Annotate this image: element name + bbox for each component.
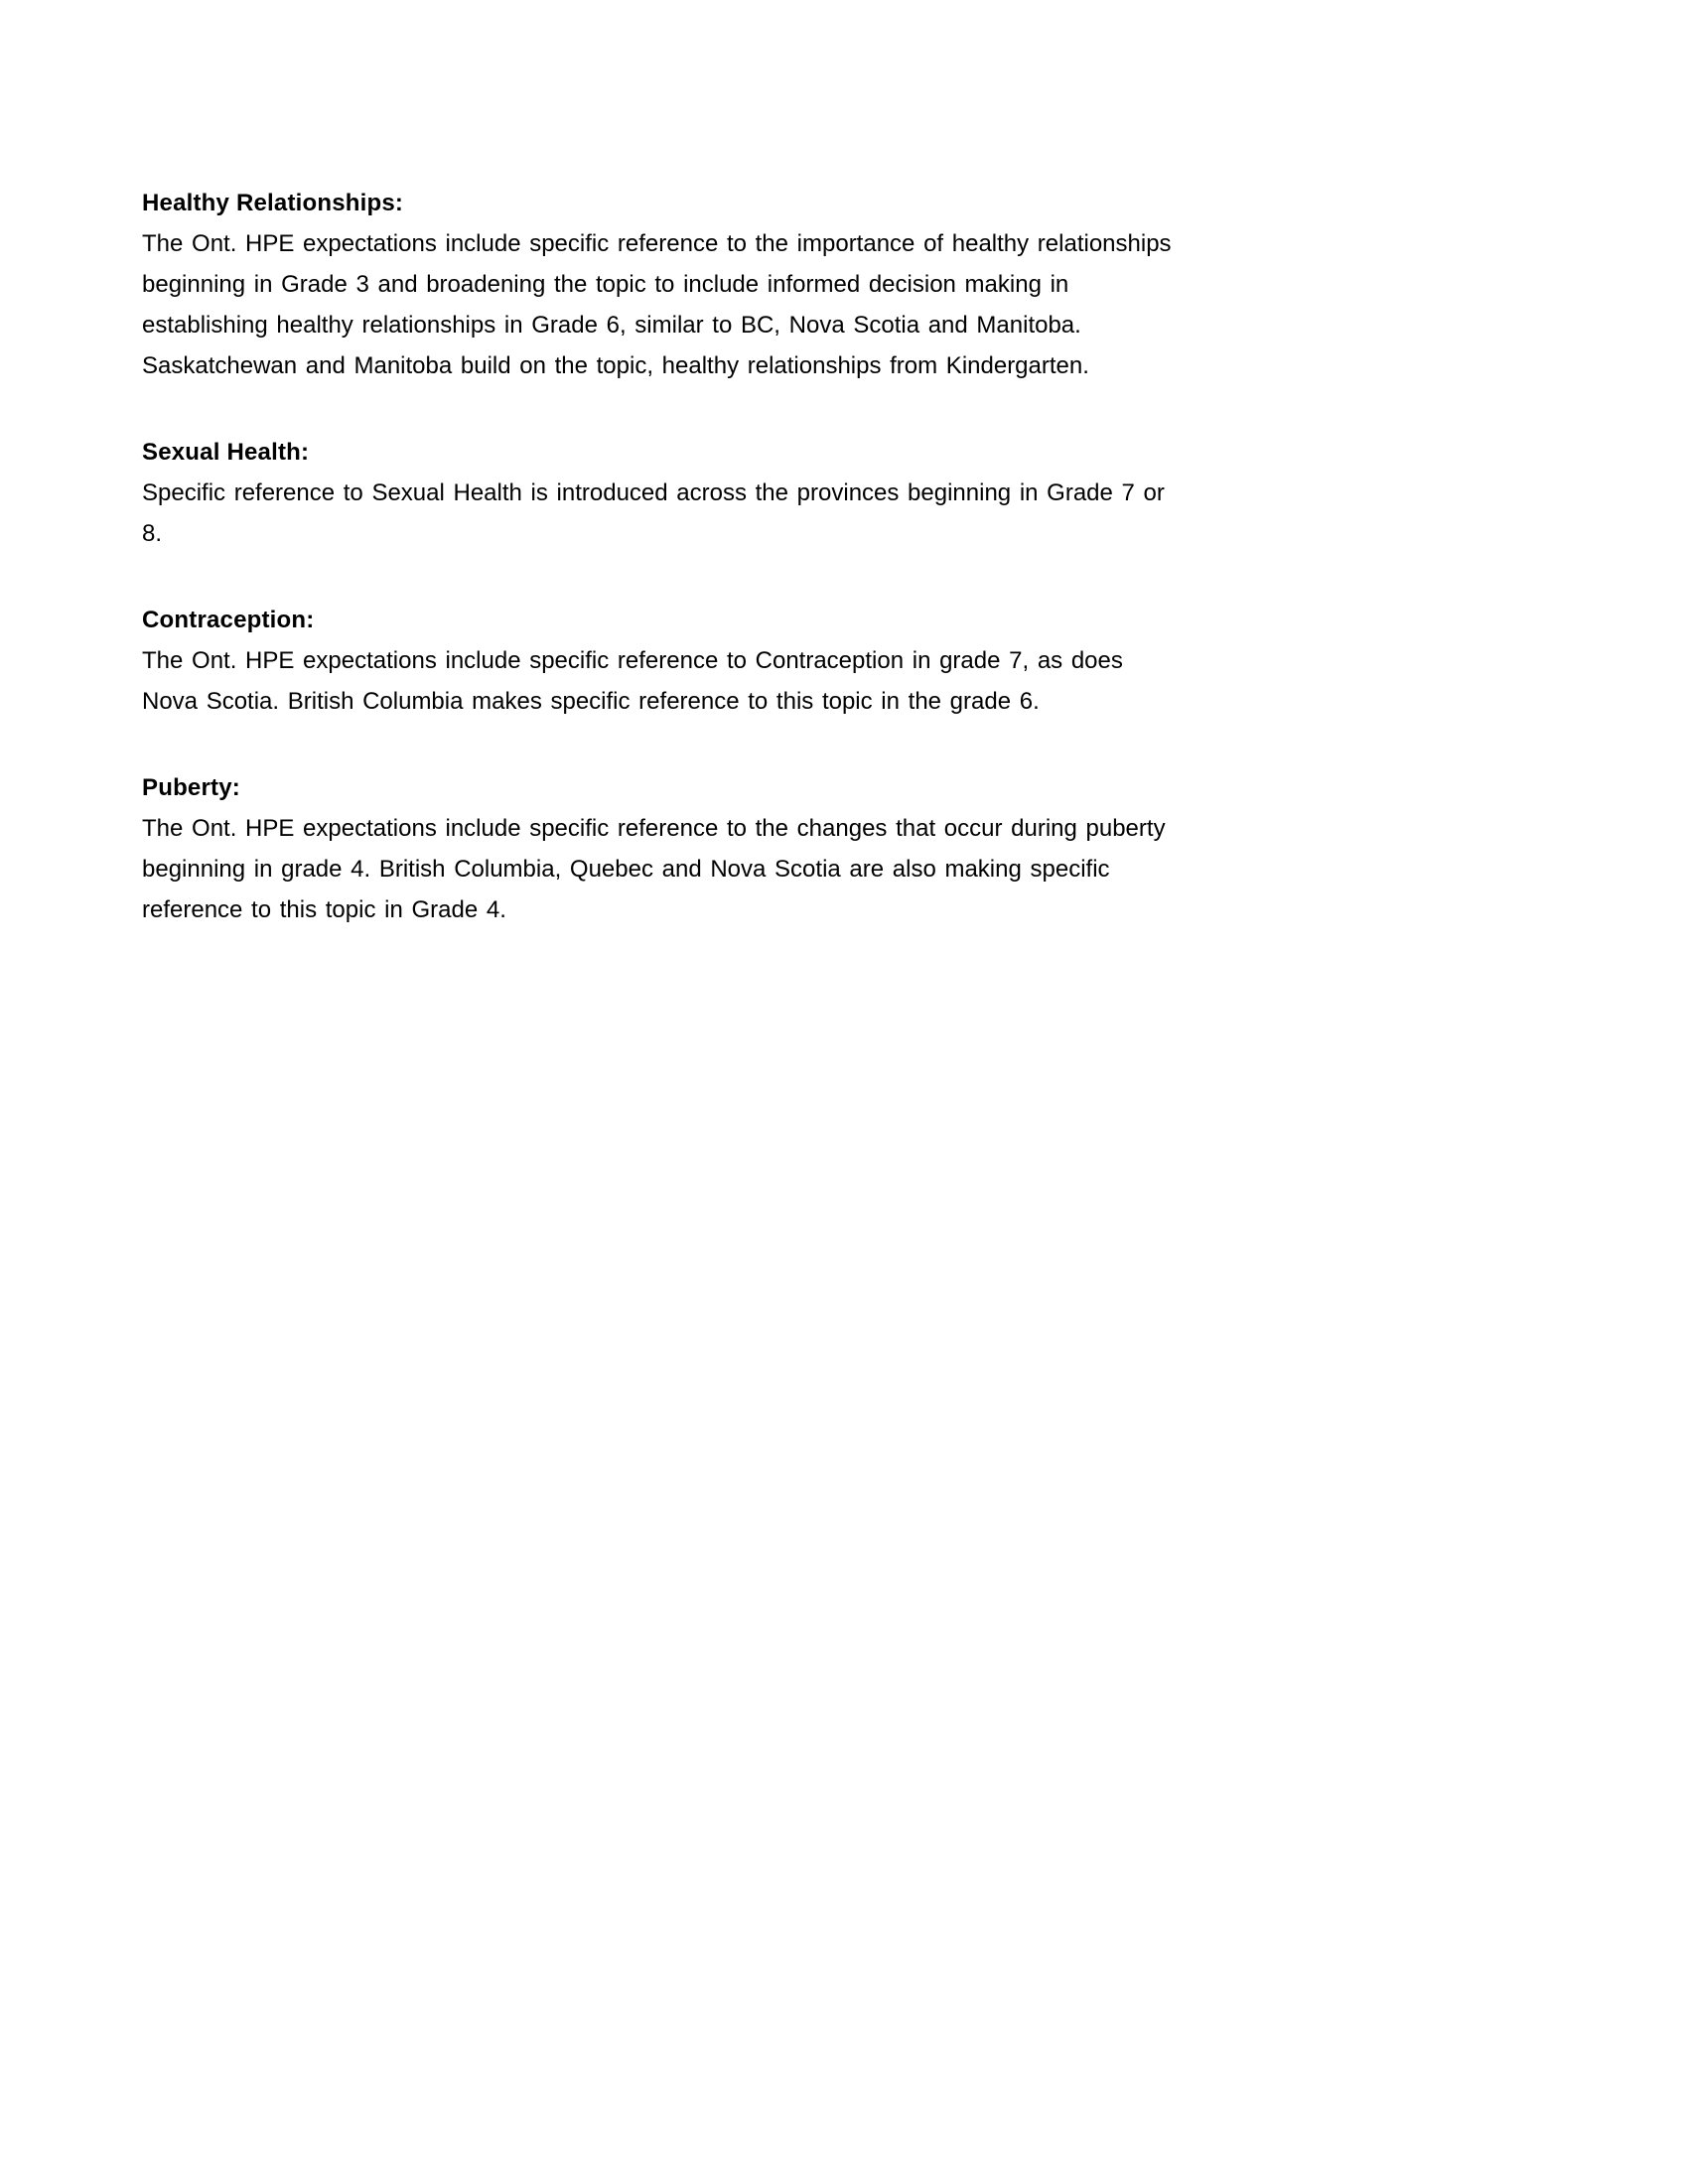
text-line: establishing healthy relationships in Grade 6, similar to BC, Nova Scotia and Manitoba. [142, 312, 1081, 339]
section-sexual-health [142, 432, 1353, 554]
text-line: reference to this topic in Grade 4. [142, 896, 506, 923]
section-healthy-relationships [142, 183, 1353, 386]
section-paragraph-sexual-health [142, 473, 1353, 554]
section-paragraph-healthy-relationships [142, 223, 1353, 386]
text-line: The Ont. HPE expectations include specific reference to the changes that occur during puberty [142, 815, 1166, 842]
text-line: Nova Scotia. British Columbia makes specific reference to this topic in the grade 6. [142, 688, 1040, 715]
document-content [142, 183, 1353, 976]
section-heading-healthy-relationships: Healthy Relationships: [142, 190, 404, 216]
section-heading-sexual-health: Sexual Health: [142, 439, 310, 466]
section-puberty [142, 767, 1353, 930]
text-line: Saskatchewan and Manitoba build on the topic, healthy relationships from Kindergarten. [142, 352, 1089, 379]
section-paragraph-contraception [142, 640, 1353, 722]
text-line: beginning in grade 4. British Columbia, Quebec and Nova Scotia are also making specific [142, 856, 1110, 883]
section-heading-puberty: Puberty: [142, 774, 240, 801]
text-line: 8. [142, 520, 163, 547]
text-line: Specific reference to Sexual Health is introduced across the provinces beginning in Grade 7 or [142, 479, 1165, 506]
section-heading-contraception: Contraception: [142, 607, 315, 633]
section-paragraph-puberty [142, 808, 1353, 930]
text-line: The Ont. HPE expectations include specific reference to Contraception in grade 7, as does [142, 647, 1123, 674]
section-contraception [142, 600, 1353, 722]
text-line: The Ont. HPE expectations include specific reference to the importance of healthy relationships [142, 230, 1172, 257]
text-line: beginning in Grade 3 and broadening the topic to include informed decision making in [142, 271, 1069, 298]
